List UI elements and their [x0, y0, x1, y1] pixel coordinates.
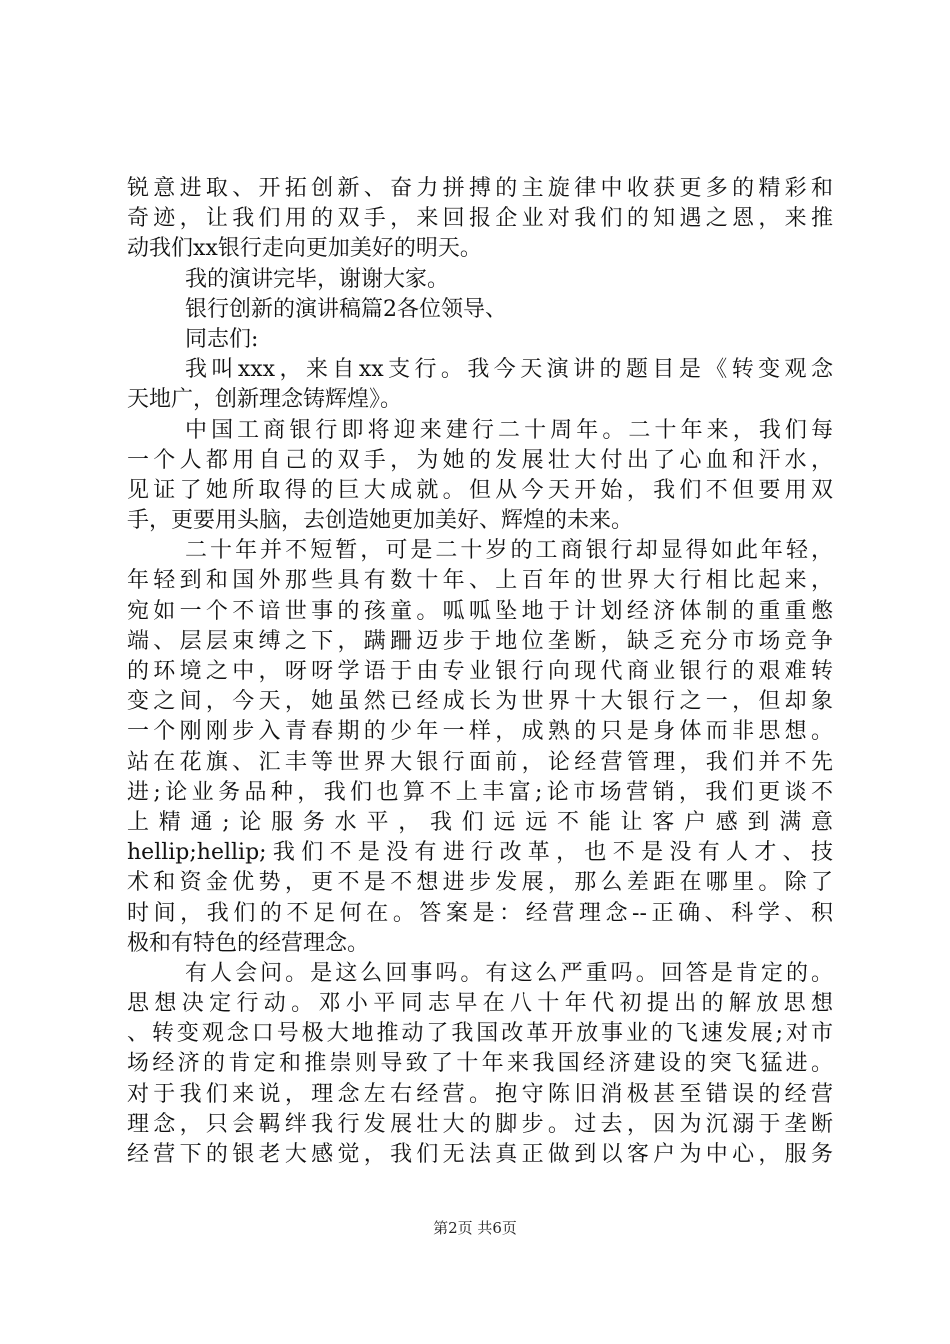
- text-line: 时间，我们的不足何在。答案是：经营理念--正确、科学、积: [127, 900, 833, 926]
- text-line: 锐意进取、开拓创新、奋力拼搏的主旋律中收获更多的精彩和: [127, 176, 833, 201]
- text-line: 变之间，今天，她虽然已经成长为世界十大银行之一，但却象: [127, 689, 833, 715]
- text-line: 有人会问。是这么回事吗。有这么严重吗。回答是肯定的。: [185, 960, 833, 986]
- text-line: 站在花旗、汇丰等世界大银行面前，论经营管理，我们并不先: [127, 749, 833, 775]
- text-line: 的环境之中，呀呀学语于由专业银行向现代商业银行的艰难转: [127, 659, 833, 684]
- text-line: 动我们xx银行走向更加美好的明天。: [127, 236, 482, 262]
- text-line: 端、层层束缚之下，蹒跚迈步于地位垄断，缺乏充分市场竞争: [127, 628, 833, 654]
- text-line: 进;论业务品种，我们也算不上丰富;论市场营销，我们更谈不: [127, 779, 833, 805]
- text-line: 二十年并不短暂，可是二十岁的工商银行却显得如此年轻，: [185, 538, 833, 564]
- text-line: 银行创新的演讲稿篇2各位领导、: [185, 296, 507, 322]
- text-line: 场经济的肯定和推崇则导致了十年来我国经济建设的突飞猛进。: [127, 1051, 833, 1077]
- text-line: 我的演讲完毕，谢谢大家。: [185, 266, 450, 292]
- text-line: 、转变观念口号极大地推动了我国改革开放事业的飞速发展;对市: [127, 1021, 833, 1047]
- text-line: 术和资金优势，更不是不想进步发展，那么差距在哪里。除了: [127, 870, 833, 896]
- text-line: 理念，只会羁绊我行发展壮大的脚步。过去，因为沉溺于垄断: [127, 1111, 833, 1137]
- text-line: hellip;hellip;我们不是没有进行改革，也不是没有人才、技: [127, 840, 833, 866]
- text-line: 思想决定行动。邓小平同志早在八十年代初提出的解放思想: [127, 991, 833, 1017]
- text-line: 同志们:: [185, 326, 259, 352]
- text-line: 天地广，创新理念铸辉煌》。: [127, 387, 403, 413]
- text-line: 上精通;论服务水平，我们远远不能让客户感到满意: [127, 809, 833, 835]
- text-line: 极和有特色的经营理念。: [127, 930, 370, 956]
- page-footer: 第2页 共6页: [433, 1219, 517, 1237]
- text-line: 奇迹，让我们用的双手，来回报企业对我们的知遇之恩，来推: [127, 206, 833, 232]
- text-line: 一个刚刚步入青春期的少年一样，成熟的只是身体而非思想。: [127, 719, 833, 745]
- text-line: 见证了她所取得的巨大成就。但从今天开始，我们不但要用双: [127, 477, 833, 503]
- text-line: 我叫xxx，来自xx支行。我今天演讲的题目是《转变观念: [185, 357, 833, 383]
- text-line: 中国工商银行即将迎来建行二十周年。二十年来，我们每: [185, 417, 833, 443]
- text-line: 一个人都用自己的双手，为她的发展壮大付出了心血和汗水，: [127, 447, 833, 473]
- text-line: 宛如一个不谙世事的孩童。呱呱坠地于计划经济体制的重重憋: [127, 598, 833, 624]
- text-line: 年轻到和国外那些具有数十年、上百年的世界大行相比起来，: [127, 568, 833, 594]
- text-line: 对于我们来说，理念左右经营。抱守陈旧消极甚至错误的经营: [127, 1081, 833, 1107]
- text-line: 经营下的银老大感觉，我们无法真正做到以客户为中心，服务: [127, 1142, 833, 1167]
- body-text: [127, 174, 833, 1170]
- text-line: 手，更要用头脑，去创造她更加美好、辉煌的未来。: [127, 508, 634, 534]
